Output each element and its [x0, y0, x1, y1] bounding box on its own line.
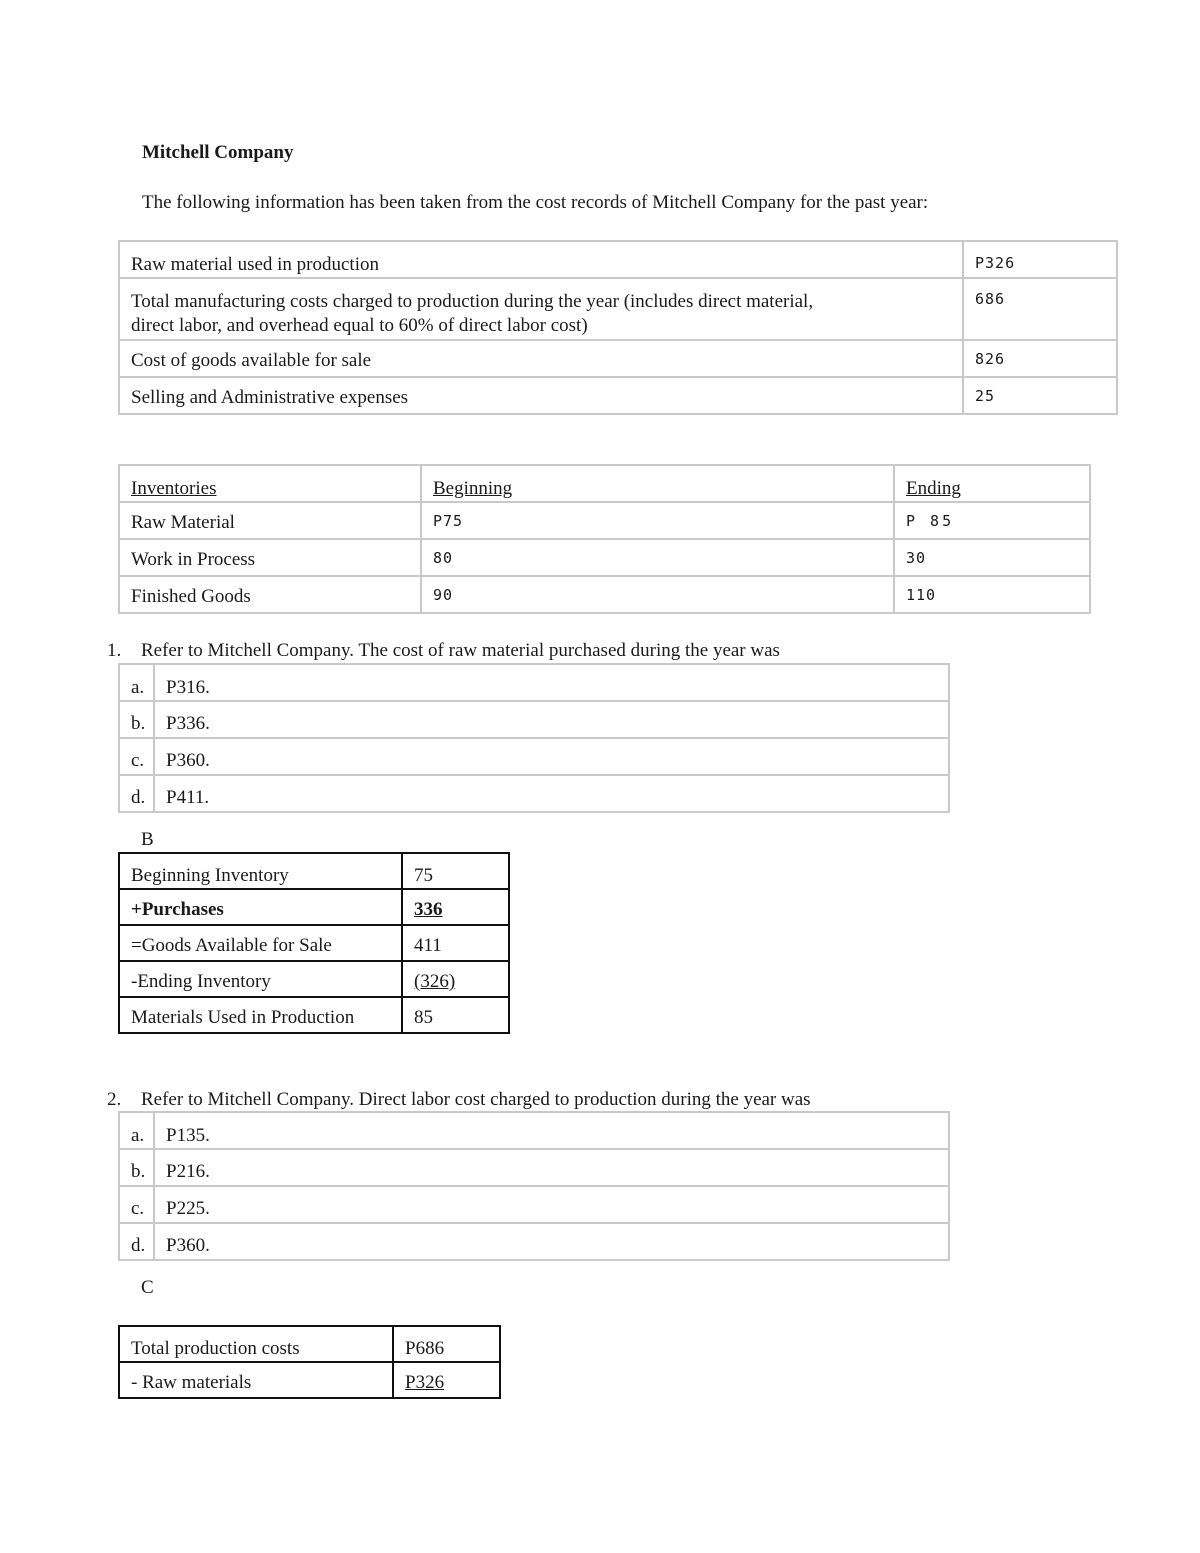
page-title: Mitchell Company	[142, 142, 294, 163]
question-1-options	[118, 663, 950, 813]
work-label: =Goods Available for Sale	[119, 925, 402, 961]
work-label: Materials Used in Production	[119, 997, 402, 1033]
option-letter: b.	[119, 701, 154, 738]
inventory-ending: 30	[894, 539, 1090, 576]
inventories-table	[118, 464, 1091, 614]
cost-value: P326	[963, 241, 1117, 278]
cost-label: Cost of goods available for sale	[119, 340, 963, 377]
cost-value: 826	[963, 340, 1117, 377]
cost-label: Selling and Administrative expenses	[119, 377, 963, 414]
table-row	[119, 1362, 500, 1398]
work-value: 85	[402, 997, 509, 1033]
work-label: - Raw materials	[119, 1362, 393, 1398]
inventory-ending: 110	[894, 576, 1090, 613]
option-letter: d.	[119, 1223, 154, 1260]
table-row	[119, 502, 1090, 539]
option-letter: b.	[119, 1149, 154, 1186]
option-letter: d.	[119, 775, 154, 812]
option-text: P411.	[154, 775, 949, 812]
intro-text: The following information has been taken from the cost records of Mitchell Company for the past year:	[142, 192, 929, 213]
table-row	[119, 377, 1117, 414]
cost-label-line1: Total manufacturing costs charged to production during the year (includes direct material,	[131, 291, 814, 312]
work-value: 75	[402, 853, 509, 889]
table-row	[119, 539, 1090, 576]
work-label: Beginning Inventory	[119, 853, 402, 889]
option-text: P225.	[154, 1186, 949, 1223]
inventory-beginning: P75	[421, 502, 894, 539]
option-letter: a.	[119, 1112, 154, 1149]
option-text: P336.	[154, 701, 949, 738]
question-1-work-table	[118, 852, 510, 1034]
inventory-name: Work in Process	[119, 539, 421, 576]
table-row	[119, 241, 1117, 278]
table-row	[119, 997, 509, 1033]
table-row	[119, 576, 1090, 613]
option-row	[119, 738, 949, 775]
question-2-number: 2.	[107, 1089, 122, 1110]
work-label: +Purchases	[119, 889, 402, 925]
option-letter: a.	[119, 664, 154, 701]
option-text: P360.	[154, 1223, 949, 1260]
question-2-answer: C	[141, 1277, 154, 1298]
question-1-text: Refer to Mitchell Company. The cost of raw material purchased during the year was	[141, 640, 780, 661]
column-header: Beginning	[421, 465, 894, 502]
option-text: P216.	[154, 1149, 949, 1186]
work-value: 411	[402, 925, 509, 961]
option-row	[119, 1186, 949, 1223]
cost-label-line2: direct labor, and overhead equal to 60% of direct labor cost)	[131, 315, 588, 336]
table-row	[119, 1326, 500, 1362]
table-row	[119, 340, 1117, 377]
work-value: (326)	[402, 961, 509, 997]
option-row	[119, 664, 949, 701]
option-letter: c.	[119, 738, 154, 775]
work-label: -Ending Inventory	[119, 961, 402, 997]
option-row	[119, 701, 949, 738]
table-row	[119, 925, 509, 961]
option-row	[119, 1223, 949, 1260]
table-row	[119, 278, 1117, 340]
option-row	[119, 1149, 949, 1186]
option-row	[119, 775, 949, 812]
inventory-beginning: 90	[421, 576, 894, 613]
table-row	[119, 889, 509, 925]
work-value: 336	[402, 889, 509, 925]
question-2-work-table	[118, 1325, 501, 1399]
option-text: P135.	[154, 1112, 949, 1149]
column-header: Ending	[894, 465, 1090, 502]
table-header-row	[119, 465, 1090, 502]
cost-label	[119, 278, 963, 340]
question-1-number: 1.	[107, 640, 122, 661]
inventory-name: Raw Material	[119, 502, 421, 539]
question-1-answer: B	[141, 829, 154, 850]
option-row	[119, 1112, 949, 1149]
work-label: Total production costs	[119, 1326, 393, 1362]
inventory-beginning: 80	[421, 539, 894, 576]
column-header: Inventories	[119, 465, 421, 502]
table-row	[119, 961, 509, 997]
cost-value: 25	[963, 377, 1117, 414]
cost-records-table	[118, 240, 1118, 415]
cost-value: 686	[963, 278, 1117, 340]
inventory-ending: P 85	[894, 502, 1090, 539]
question-2-text: Refer to Mitchell Company. Direct labor cost charged to production during the year was	[141, 1089, 811, 1110]
option-letter: c.	[119, 1186, 154, 1223]
inventory-name: Finished Goods	[119, 576, 421, 613]
option-text: P360.	[154, 738, 949, 775]
option-text: P316.	[154, 664, 949, 701]
work-value: P686	[393, 1326, 500, 1362]
table-row	[119, 853, 509, 889]
work-value: P326	[393, 1362, 500, 1398]
question-2-options	[118, 1111, 950, 1261]
cost-label: Raw material used in production	[119, 241, 963, 278]
